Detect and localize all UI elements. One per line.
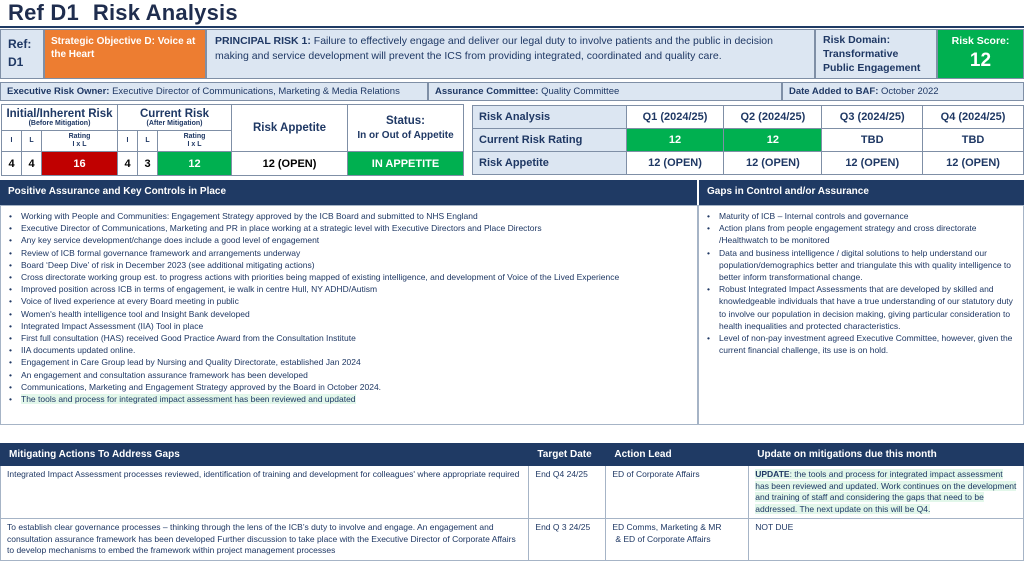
principal-risk-label: PRINCIPAL RISK 1: (215, 35, 311, 47)
risk-appetite-value: 12 (OPEN) (232, 152, 348, 176)
date-added (782, 82, 1024, 101)
date-label: Date Added to BAF: (789, 86, 879, 97)
q2-appetite: 12 (OPEN) (724, 152, 822, 175)
initial-col-l: L (22, 131, 42, 152)
strategic-objective: Strategic Objective D: Voice at the Heart (44, 29, 206, 79)
mitigations-table (0, 443, 1024, 561)
list-item-text: Data and business intelligence / digital solutions to help understand our population/demographics better and triangulate this with quality intelligence to better inform transformational change. (719, 247, 1012, 283)
list-item-text: Communications, Marketing and Engagement Strategy approved by the Board in October 2024. (21, 381, 382, 392)
title-name: Risk Analysis (92, 0, 238, 25)
mitigations-col-lead: Action Lead (606, 444, 749, 466)
initial-rating-formula: I x L (72, 141, 87, 148)
page-title (8, 0, 238, 26)
assurance-list (7, 210, 691, 405)
risk-domain (815, 29, 937, 79)
list-item-text: Integrated Impact Assessment (IIA) Tool in place (21, 320, 204, 331)
current-risk-title: Current Risk (139, 107, 210, 120)
mitigation-update: NOT DUE (749, 519, 1024, 561)
list-item (7, 271, 691, 283)
current-i-value: 4 (118, 152, 138, 176)
q3-header: Q3 (2024/25) (822, 106, 923, 129)
risk-analysis-header: Risk Analysis (473, 106, 627, 129)
current-col-l: L (138, 131, 158, 152)
list-item-text: Level of non-pay investment agreed Executive Committee, however, given the current financial challenge, its use is on hold. (719, 333, 1013, 356)
mitigation-lead-line2: & ED of Corporate Affairs (615, 533, 711, 544)
current-rating-formula: I x L (187, 141, 202, 148)
list-item (7, 210, 691, 222)
list-item-text: Improved position across ICB in terms of engagement, ie walk in centre Hull, NY ADHD/Autism (21, 284, 378, 295)
q4-rating: TBD (923, 129, 1024, 152)
current-risk-sub: (After Mitigation) (146, 119, 203, 127)
mitigation-update (749, 466, 1024, 519)
initial-i-value: 4 (2, 152, 22, 176)
list-item (705, 222, 1017, 246)
principal-risk-text: Failure to effectively engage and deliver our legal duty to involve patients and the public in decision making and service development will prevent the ICS from providing integrated, coordinated and quality care. (215, 35, 773, 62)
current-col-i: I (118, 131, 138, 152)
list-item (7, 393, 691, 405)
assurance-committee (428, 82, 782, 101)
list-item (7, 222, 691, 234)
q1-appetite: 12 (OPEN) (626, 152, 724, 175)
update-text: : the tools and process for integrated impact assessment has been reviewed and updated. Work continues on the development and training of staff and considering the gaps that need to be addressed. The next update on this will be Q4. (755, 469, 1017, 514)
status-header (348, 105, 464, 152)
list-item-text: First full consultation (HAS) received Good Practice Award from the Consultation Institute (21, 333, 356, 344)
risk-appetite-header: Risk Appetite (232, 105, 348, 152)
mitigations-col-action: Mitigating Actions To Address Gaps (1, 444, 529, 466)
executive-risk-owner (0, 82, 428, 101)
title-ref: Ref D1 (8, 0, 79, 25)
initial-l-value: 4 (22, 152, 42, 176)
initial-rating-value: 16 (42, 152, 118, 176)
ref-box (0, 29, 44, 79)
q1-rating: 12 (626, 129, 724, 152)
initial-col-rating (42, 131, 118, 152)
list-item (7, 344, 691, 356)
current-risk-rating-label: Current Risk Rating (473, 129, 627, 152)
list-item-text: Any key service development/change does include a good level of engagement (21, 235, 320, 246)
status-sub: In or Out of Appetite (357, 130, 454, 141)
initial-col-i: I (2, 131, 22, 152)
mitigation-date: End Q 3 24/25 (529, 519, 606, 561)
committee-value: Quality Committee (541, 86, 620, 97)
list-item-text: Engagement in Care Group lead by Nursing and Quality Directorate, established Jan 2024 (21, 357, 361, 368)
list-item (7, 234, 691, 246)
ref-label: Ref: (8, 37, 32, 51)
list-item-text: Executive Director of Communications, Marketing and PR in place working at a strategic level with Executive Directors and Place Directors (21, 223, 542, 234)
list-item (7, 259, 691, 271)
list-item (7, 381, 691, 393)
risk-domain-label: Risk Domain: (823, 34, 891, 46)
status-value: IN APPETITE (348, 152, 464, 176)
mitigations-col-update: Update on mitigations due this month (749, 444, 1024, 466)
list-item-text: Maturity of ICB – Internal controls and governance (719, 211, 909, 221)
list-item (7, 247, 691, 259)
list-item-text: Working with People and Communities: Engagement Strategy approved by the ICB Board and submitted to NHS England (21, 211, 478, 221)
list-item-text: Action plans from people engagement strategy and cross directorate /Healthwatch to be monitored (719, 223, 977, 246)
current-rating-label: Rating (183, 133, 206, 140)
mitigation-lead: ED of Corporate Affairs (606, 466, 749, 519)
list-item-text: Voice of lived experience at every Board meeting in public (21, 296, 239, 307)
gaps-list (705, 210, 1017, 356)
list-item (705, 283, 1017, 332)
list-item (7, 308, 691, 320)
committee-label: Assurance Committee: (435, 86, 539, 97)
current-l-value: 3 (138, 152, 158, 176)
list-item (7, 356, 691, 368)
mitigation-date: End Q4 24/25 (529, 466, 606, 519)
initial-rating-label: Rating (68, 133, 91, 140)
risk-score-value: 12 (969, 50, 992, 71)
mitigation-lead (606, 519, 749, 561)
owner-value: Executive Director of Communications, Marketing & Media Relations (112, 86, 400, 97)
list-item (7, 369, 691, 381)
list-item (705, 210, 1017, 222)
risk-appetite-label: Risk Appetite (473, 152, 627, 175)
list-item-text: Robust Integrated Impact Assessments that are developed by skilled and knowledgeable individuals that have a true understanding of our statutory duty to involve our population in decision making, giving particular consideration to health inequalities and protected characteristics. (719, 284, 1013, 331)
title-divider (0, 26, 1024, 28)
list-item-text: IIA documents updated online. (21, 345, 136, 356)
assurance-header: Positive Assurance and Key Controls in Place (0, 180, 697, 205)
q3-rating: TBD (822, 129, 923, 152)
initial-risk-header (2, 105, 118, 131)
q2-header: Q2 (2024/25) (724, 106, 822, 129)
list-item (7, 295, 691, 307)
list-item-text: An engagement and consultation assurance framework has been developed (21, 369, 308, 380)
list-item-text: Women's health intelligence tool and Insight Bank developed (21, 308, 250, 319)
list-item (705, 332, 1017, 356)
current-col-rating (158, 131, 232, 152)
q1-header: Q1 (2024/25) (626, 106, 724, 129)
list-item-text: The tools and process for integrated impact assessment has been reviewed and updated (21, 394, 356, 405)
principal-risk (206, 29, 815, 79)
list-item (7, 320, 691, 332)
assurance-panel (0, 205, 698, 425)
ref-value: D1 (8, 55, 24, 69)
list-item-text: Review of ICB formal governance framework and arrangements underway (21, 247, 301, 258)
list-item (7, 332, 691, 344)
list-item (705, 247, 1017, 284)
owner-label: Executive Risk Owner: (7, 86, 110, 97)
q2-rating: 12 (724, 129, 822, 152)
risk-score (937, 29, 1024, 79)
current-rating-value: 12 (158, 152, 232, 176)
q4-appetite: 12 (OPEN) (923, 152, 1024, 175)
risk-rating-table (1, 104, 464, 176)
list-item-text: Board ‘Deep Dive’ of risk in December 2023 (see additional mitigating actions) (21, 259, 315, 270)
list-item-text: Cross directorate working group est. to progress actions with priorities being mapped of existing intelligence, and development of Voice of the Lived Experience (21, 272, 620, 283)
q3-appetite: 12 (OPEN) (822, 152, 923, 175)
table-row (1, 466, 1024, 519)
quarterly-risk-table (472, 105, 1024, 175)
initial-risk-sub: (Before Mitigation) (28, 119, 91, 127)
mitigations-col-date: Target Date (529, 444, 606, 466)
initial-risk-title: Initial/Inherent Risk (6, 107, 113, 120)
table-row (1, 519, 1024, 561)
mitigation-action: Integrated Impact Assessment processes reviewed, identification of training and development for colleagues' where appropriate required (1, 466, 529, 519)
gaps-header: Gaps in Control and/or Assurance (699, 180, 1024, 205)
mitigation-action: To establish clear governance processes – thinking through the lens of the ICB’s duty to involve and engage. An engagement and consultation assurance framework has been developed Further discussion to take place with the Executive Director of Corporate Affairs to develop mechanisms to embed the framework within project management processes (1, 519, 529, 561)
mitigation-lead-line1: ED Comms, Marketing & MR (612, 522, 722, 532)
update-label: UPDATE (755, 469, 790, 479)
list-item (7, 283, 691, 295)
status-title: Status: (386, 115, 425, 127)
risk-score-label: Risk Score: (951, 35, 1010, 47)
date-value: October 2022 (881, 86, 939, 97)
risk-domain-value: Transformative Public Engagement (823, 48, 921, 74)
q4-header: Q4 (2024/25) (923, 106, 1024, 129)
current-risk-header (118, 105, 232, 131)
gaps-panel (698, 205, 1024, 425)
